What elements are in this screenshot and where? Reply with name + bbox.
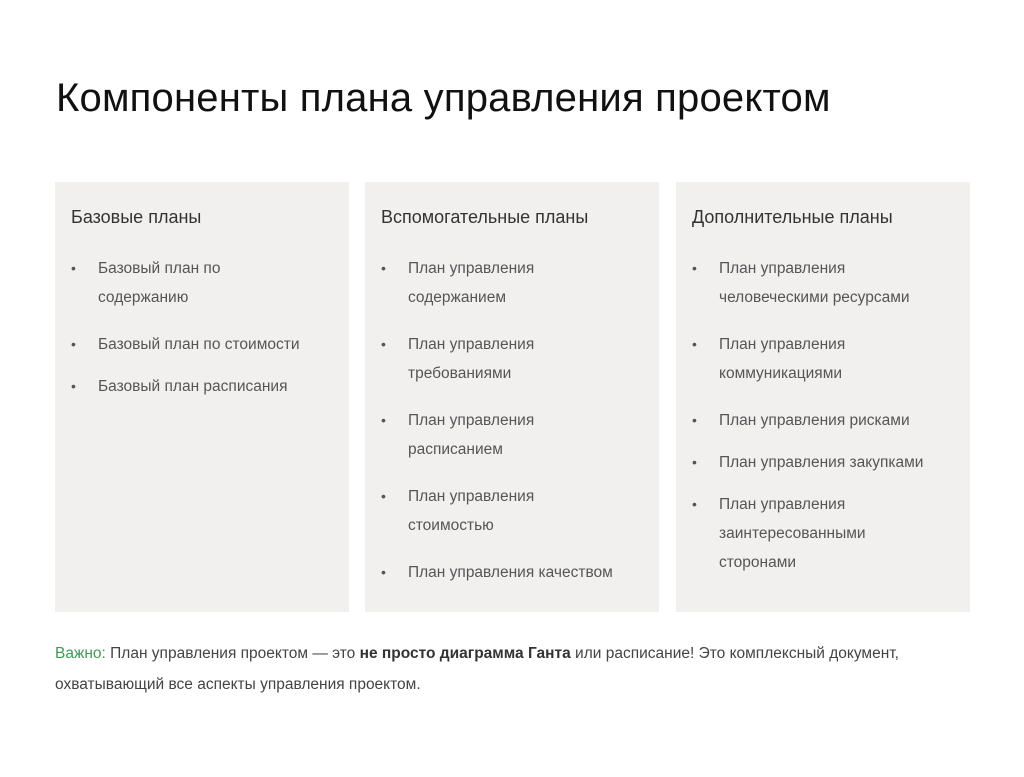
list-item: • План управления человеческими ресурсами [692, 254, 944, 312]
important-note [55, 638, 955, 700]
list-item: • План управления расписанием [381, 406, 568, 464]
list-item: • План управления содержанием [381, 254, 568, 312]
list-item: • Базовый план по стоимости [71, 330, 333, 359]
panel-heading: Базовые планы [71, 207, 202, 227]
list-item: • План управления коммуникациями [692, 330, 879, 388]
list-item: • План управления рисками [692, 406, 954, 435]
list-item: • План управления заинтересованными сторонами [692, 490, 894, 577]
plan-panels [55, 182, 970, 612]
note-text-before: План управления проектом — это [105, 645, 360, 662]
panel-heading: Дополнительные планы [692, 207, 893, 227]
note-text-after: или расписание! Это комплексный документ, охватывающий все аспекты управления проектом. [55, 645, 899, 693]
panel-heading: Вспомогательные планы [381, 207, 589, 227]
list-item: • План управления закупками [692, 448, 954, 477]
list-item: • Базовый план расписания [71, 372, 333, 401]
list-item: • План управления качеством [381, 558, 643, 587]
list-item: • План управления требованиями [381, 330, 568, 388]
panel-list [692, 254, 954, 577]
panel-additional-plans [676, 182, 970, 612]
important-label: Важно: [55, 645, 106, 662]
note-emphasis: не просто диаграмма Ганта [359, 645, 571, 662]
page-title: Компоненты плана управления проектом [56, 76, 831, 120]
panel-list [381, 254, 643, 587]
panel-subsidiary-plans [365, 182, 659, 612]
list-item: • План управления стоимостью [381, 482, 568, 540]
panel-baseline-plans [55, 182, 349, 612]
panel-list [71, 254, 333, 401]
list-item: • Базовый план по содержанию [71, 254, 268, 312]
